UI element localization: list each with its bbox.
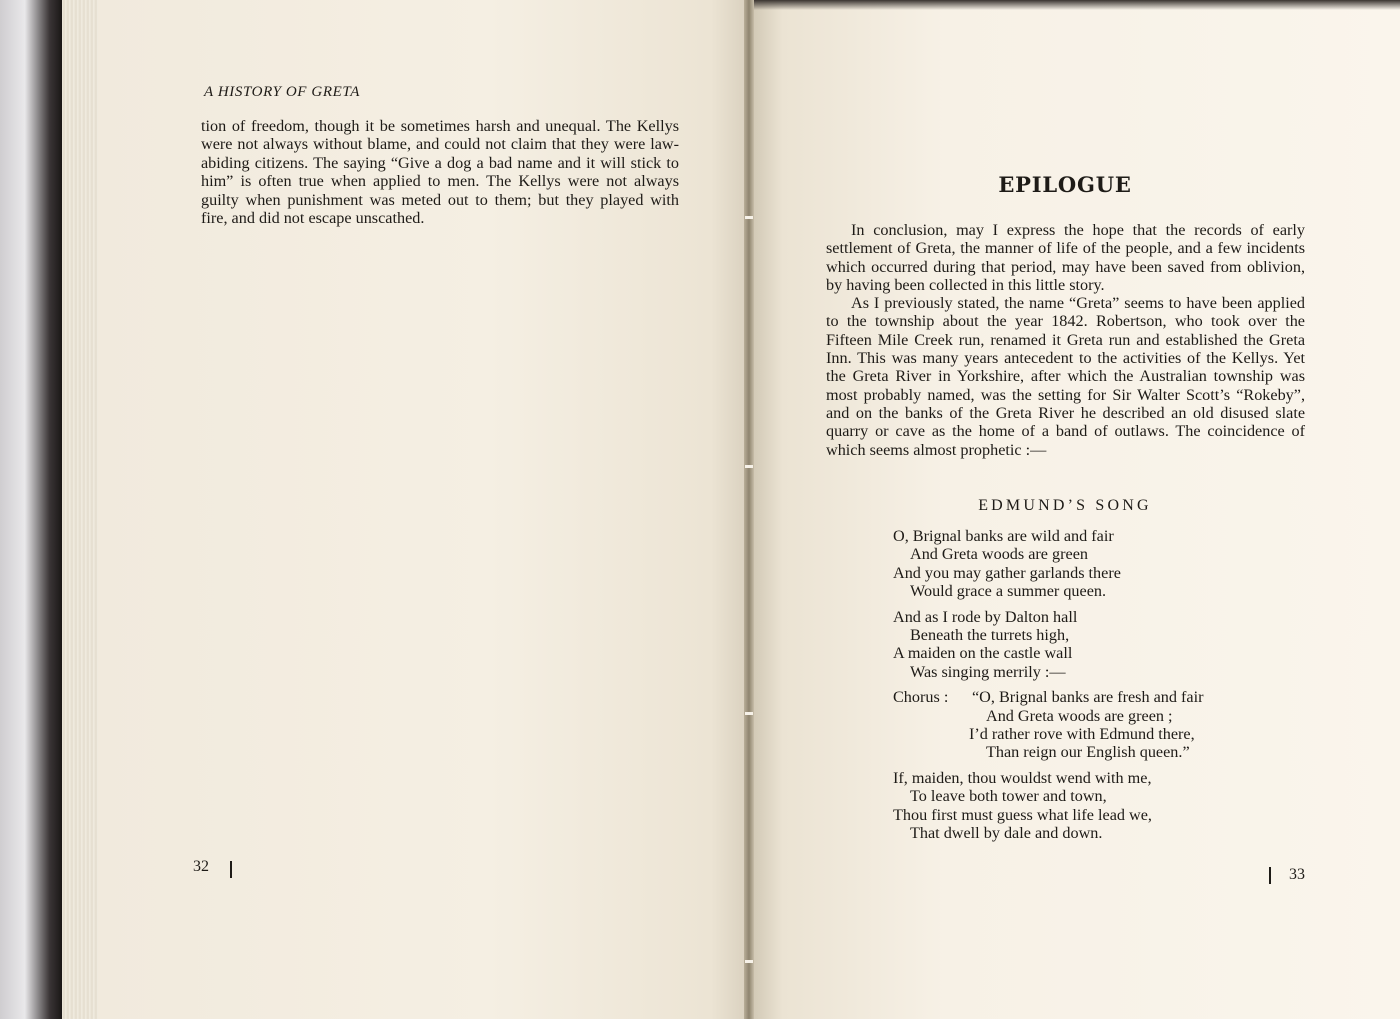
running-head: A HISTORY OF GRETA xyxy=(204,84,360,100)
chorus-label: Chorus : xyxy=(893,688,949,707)
verse-line: And you may gather garlands there xyxy=(893,563,1121,582)
verse-line: A maiden on the castle wall xyxy=(893,644,1073,663)
chapter-title: EPILOGUE xyxy=(998,172,1132,197)
body-paragraph: As I previously stated, the name “Greta” seems to have been applied to the township about the year 1842. Robertson, who took over the Fifteen Mile Creek run, renamed it Greta run and established the Greta Inn. This was many years antecedent to the activities of the Kellys. Yet the Greta River in Yorkshire, after which the Australian township was most probably named, was the setting for Sir Walter Scott’s “Rokeby”, and on the banks of the Greta River he described an old disused slate quarry or cave as the home of a band of outlaws. The coincidence of which seems almost prophetic :— xyxy=(826,294,1305,459)
verse-line: I’d rather rove with Edmund there, xyxy=(969,725,1195,744)
binding-stitch xyxy=(745,216,753,219)
stanza-3 xyxy=(893,769,1253,843)
song-title: EDMUND’S SONG xyxy=(978,497,1152,514)
page-number-left: 32 xyxy=(193,858,209,875)
verse-line: “O, Brignal banks are fresh and fair xyxy=(972,688,1204,707)
verse-line: If, maiden, thou wouldst wend with me, xyxy=(893,768,1152,787)
binding-stitch xyxy=(745,712,753,715)
verse-line: To leave both tower and town, xyxy=(910,787,1107,806)
verse-line: And Greta woods are green ; xyxy=(986,706,1173,725)
stanza-2 xyxy=(893,608,1253,682)
right-page-body xyxy=(826,221,1305,459)
poem xyxy=(893,527,1253,850)
verse-line: Thou first must guess what life lead we, xyxy=(893,805,1152,824)
verse-line: Would grace a summer queen. xyxy=(910,582,1107,601)
chorus xyxy=(893,688,1253,762)
body-paragraph: tion of freedom, though it be sometimes harsh and unequal. The Kellys were not always without blame, and could not claim that they were law-abiding citizens. The saying “Give a dog a bad name and it will stick to him” is often true when applied to men. The Kellys were not always guilty when punishment was meted out to them; but they played with fire, and did not escape unscathed. xyxy=(201,117,679,228)
verse-line: That dwell by dale and down. xyxy=(910,824,1103,843)
verse-line: Was singing merrily :— xyxy=(910,662,1066,681)
stanza-1 xyxy=(893,527,1253,601)
left-page-body xyxy=(201,117,679,227)
body-paragraph: In conclusion, may I express the hope that the records of early settlement of Greta, the manner of life of the people, and a few incidents which occurred during that period, may have been saved from oblivion, by having been collected in this little story. xyxy=(826,221,1305,294)
verse-line: And Greta woods are green xyxy=(910,545,1088,564)
folio-rule-right xyxy=(1269,867,1271,884)
binding-stitch xyxy=(745,960,753,963)
top-shadow xyxy=(750,0,1400,10)
verse-line: Beneath the turrets high, xyxy=(910,626,1070,645)
folio-rule-left xyxy=(230,861,232,878)
book-cover-edge xyxy=(0,0,62,1019)
page-number-right: 33 xyxy=(1289,866,1305,883)
verse-line: Than reign our English queen.” xyxy=(986,743,1190,762)
binding-stitch xyxy=(745,465,753,468)
verse-line: O, Brignal banks are wild and fair xyxy=(893,527,1114,545)
verse-line: And as I rode by Dalton hall xyxy=(893,607,1078,626)
book-spine xyxy=(744,0,754,1019)
page-edges xyxy=(62,0,98,1019)
